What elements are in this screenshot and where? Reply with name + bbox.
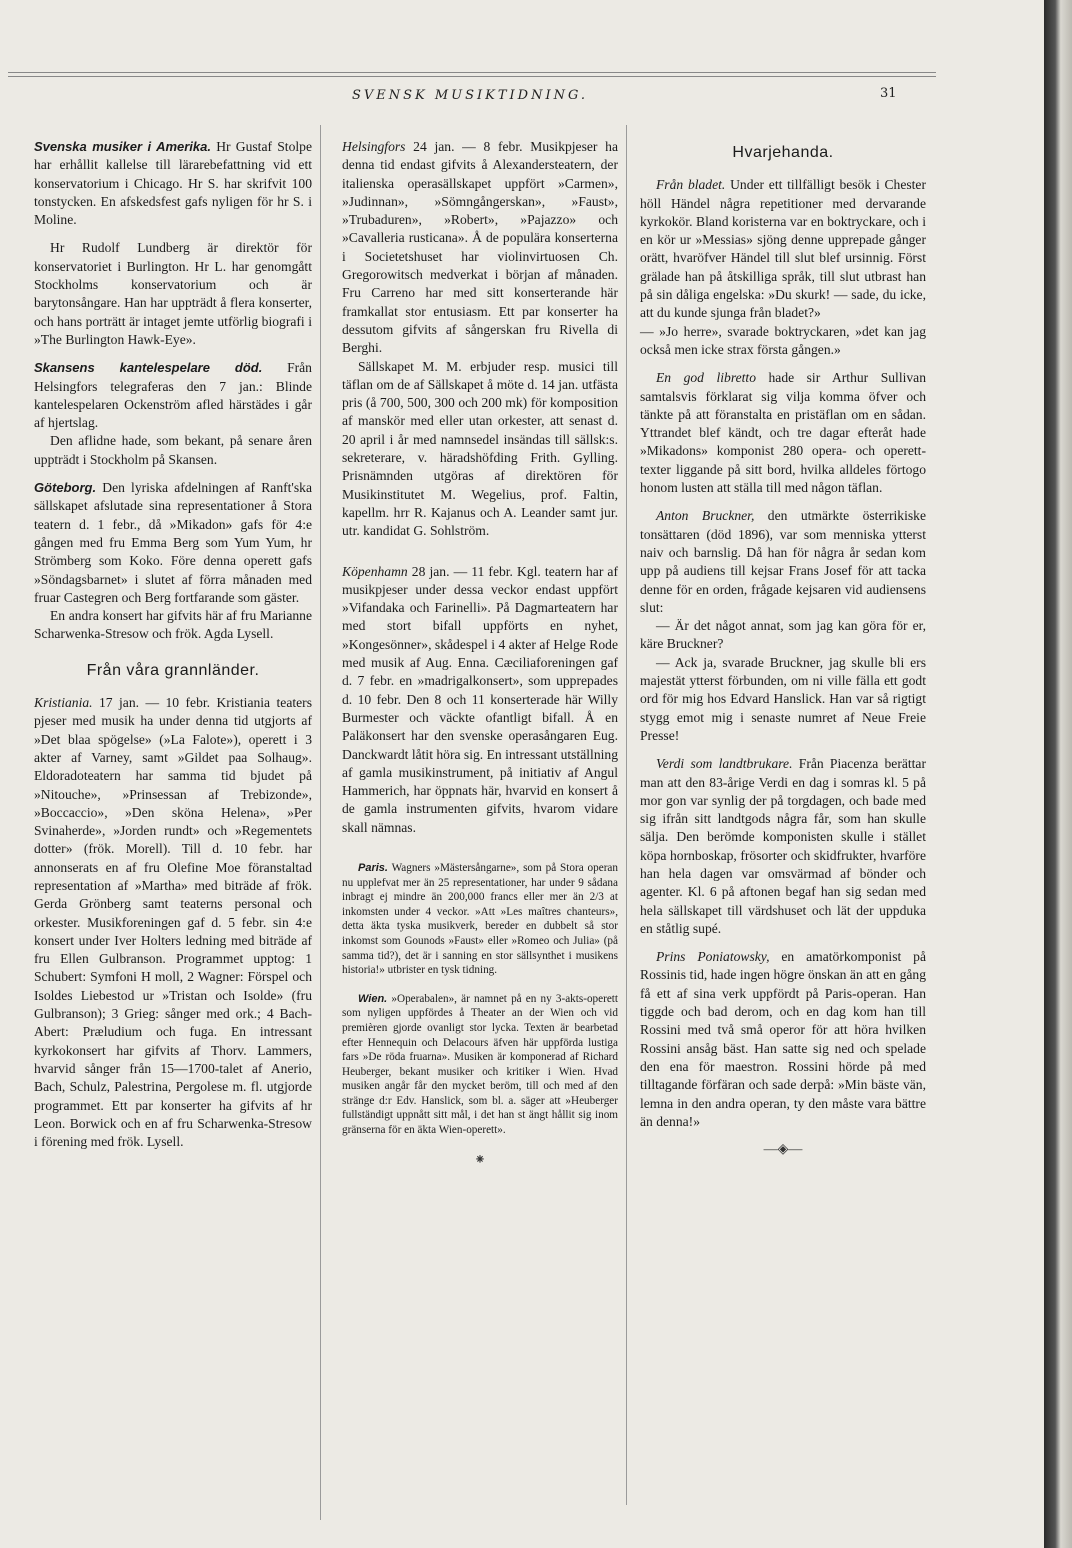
article-god-libretto — [640, 369, 926, 497]
article-lundberg: Hr Rudolf Lundberg är direktör för konservatoriet i Burlington. Hr L. har genomgått Stockholms konservatorium och är barytonsångare. Han har uppträdt å flera konserter, och hans porträtt är intaget jemte utförlig biografi i »The Burlington Hawk-Eye». — [34, 240, 312, 347]
article-body: Hr Gustaf Stolpe har erhållit kallelse till lärarebefattning vid ett konservatorium i Chicago. Hr S. har skrifvit 100 tonstycken. En afskedsfest gafs nyligen för hr S. i Moline. — [34, 139, 312, 228]
article-body: Under ett tillfälligt besök i Chester höll Händel några repetitioner med dervarande kyrkokör. Bland koristerna var en boktryckare, och i en kör ur »Messias» sjöng denne upprepade gånger orätt, hvaröfver Händel till slut blef ursinnig. Först grälade han på åtskilliga språk, till slut utbrast han på sin dåliga engelska: »Du skurk! — sade, du icke, att du kunde sjunga från bladet?» — [640, 177, 926, 321]
article-body: Wagners »Mästersångarne», som på Stora operan nu upplefvat mer än 25 representationer, har under 9 sådana inbragt ej mindre än 200,000 francs eller mer än 2/3 at inkomsten under 4 veckor. »Att »Les maîtres chanteurs», detta äkta tyska musikverk, bereder en dubbelt så stor inkomst som Gounods »Faust» eller »Romeo och Julia» (på samma tid?), det är i sanning en stor sällsynthet i musikens historia!» utbrister en tysk tidning. — [342, 861, 618, 977]
article-skansen — [34, 359, 312, 432]
column-divider-1 — [320, 125, 321, 1520]
article-kristiania — [34, 694, 312, 1151]
article-body: en amatörkomponist på Rossinis tid, hade ingen högre önskan än att en gång få ett af sina verk uppfördt på Paris-operan. Han tiggde och bad derom, och en dag kom han till Rossini med två små operor för att höra hvilken Rossini ansåg bäst. Han satte sig ned och spelade den ena för maestron. Rossini hörde på med tilltagande förfäran och sade derpå: »Min bäste vän, lemna in den andra operan, ty den måste vara bättre än denna!» — [640, 949, 926, 1129]
article-body: »Operabalen», är namnet på en ny 3-akts-operett som nyligen uppfördes å Theater an der Wien och vid premièren gjorde ovanligt stor lycka. Texten är bearbetad efter Hennequin och Delacours äfven här uppförda lustiga fars »De röda fruarna». Musiken är komponerad af Richard Heuberger, bekant musiker och kritiker i Wien. Hvad musiken angår får den mycket beröm, till och med af den stränge d:r Edv. Hanslick, som bl. a. säger att »Heuberger fullständigt uppnått sitt mål, i det han st ängt hållit sig inom gränserna för en äkta Wien-operett». — [342, 992, 618, 1137]
article-bruckner-answer: — Ack ja, svarade Bruckner, jag skulle bli ers majestät ytterst förbunden, om ni ville fälla ett godt ord för mig hos Edvard Hanslick. Han var så rigtigt stygg emot mig i senaste numret af Neue Freie Presse! — [640, 654, 926, 743]
ornament-divider: ⁕ — [474, 1152, 486, 1168]
article-svenska-musiker — [34, 138, 312, 229]
article-body: den utmärkte österrikiske tonsättaren (död 1896), var som menniska ytterst naiv och barnslig. Då han för några år sedan kom upp på audiens till kejsar Frans Josef för att tacka denne för en orden, frågade kejsaren vid audiensens slut: — [640, 508, 927, 615]
section-heading-grannlander: Från våra grannländer. — [86, 661, 260, 679]
column-right — [640, 138, 926, 1165]
book-spine — [1044, 0, 1072, 1548]
article-body: Den lyriska afdelningen af Ranft'ska sällskapet afslutade sina representationer å Stora teatern d. 1 febr., då »Mikadon» gafs för 4:e gången med fru Emma Berg som Yum Yum, hr Strömberg som Koko. Före denna operett gafs »Söndagsbarnet» i slutet af förra månaden med fruar Castegren och Berg fortfarande som gäster. — [34, 480, 312, 605]
article-sallskapet: Sällskapet M. M. erbjuder resp. musici till täflan om de af Sällskapet å möte d. 14 jan. utfästa pris (å 700, 500, 300 och 200 mk) för komposition af manskör med eller utan orkester, att senast d. 20 april i år med namnsedel insändas till sällsk:s. sekreterare, v. häradshöfding Frith. Gylling. Prisnämnden utgöras af direktören för Musikinstitutet M. Wegelius, prof. Faltin, kapellm. hrr R. Kajanus och A. Leander samt jur. utr. kandidat G. Sohlström. — [342, 358, 618, 539]
article-body: Från Piacenza berättar man att den 83-årige Verdi en dag i somras kl. 5 på mor gon var synlig der på torgdagen, och bade med sig ifrån sitt landtgods några får, som han skulle sälja. Den berömde komponisten skulle i stället köpa hornboskap, frösorter och skidfrukter, hvarföre han hela dagen var omsvärmad af bönder och agenter. Kl. 6 på aftonen begaf han sig sedan med hela sällskapet till värdshuset och lät der uppduka en ståtlig supé. — [640, 756, 926, 936]
article-goteborg — [34, 479, 312, 607]
article-fran-bladet — [640, 176, 926, 322]
column-middle — [342, 138, 618, 1176]
article-body: 17 jan. — 10 febr. Kristiania teaters pjeser med musik ha under denna tid utgjorts af »Det blaa spögelse» (»La Falote»), operett i 3 akter af Varney, samt »Gildet paa Solhaug». Eldoradoteatern har samma tid bjudet på »Nitouche», »Prinsessan af Trebizonde», »Boccaccio», »Den sköna Helena», »Per Svinaherde», »Jorden rundt» och »Regementets dotter» (frök. Morell). Till d. 10 febr. har annonserats en af fru Olefine Moe föranstaltad representation af »Martha» med biträde af frök. Gerda Grönberg samt teaterns personal och orkester. Musikforeningen gaf d. 5 febr. sin 4:e konsert under Iver Holters ledning med biträde af fru Ellen Gulbranson. Programmet upptog: 1 Schubert: Symfoni H moll, 2 Wagner: Förspel och Isoldes Liebestod ur »Tristan och Isolde» (fru Gulbranson); 3 Grieg: sånger med ork.; 4 Bach-Abert: Præludium och fuga. En intressant kyrkokonsert har gifvits af Thorv. Lammers, hvarvid sånger från 15—1700-talet af Anerio, Bach, Schulz, Palestrina, Pergolese m. fl. utgjorde programmet. Ett par konserter ha gifvits af hr Leon. Borwick och en af fru Scharwenka-Stresow i förening med frök. Lysell. — [34, 695, 312, 1150]
article-lead: Helsingfors — [342, 139, 406, 154]
article-lead: Paris. — [358, 861, 388, 874]
article-body: 24 jan. — 8 febr. Musikpjeser ha denna tid endast gifvits å Alexandersteatern, der italienska operasällskapet uppfört »Carmen», »Judinnan», »Sömngångerskan», »Faust», »Trubaduren», »Robert», »Pajazzo» och »Cavalleria rusticana». Å de populära konserterna i Societetshuset har violinvirtuosen Ch. Gregorowitsch medverkat i början af månaden. Fru Carreno har med sitt konserterande här framkallat stor entusiasm. Ett par konserter ha dessutom gifvits af sångerskan fru Rivella di Berghi. — [342, 139, 618, 356]
header-rule — [8, 72, 936, 77]
article-body: Från Helsingfors telegraferas den 7 jan.: Blinde kantelespelaren Ockenström afled härstädes i går af hjertslag. — [34, 360, 312, 431]
ornament-divider: —◈— — [763, 1142, 803, 1158]
article-lead: Wien. — [358, 992, 388, 1005]
article-lead: Svenska musiker i Amerika. — [34, 139, 211, 154]
article-lead: En god libretto — [656, 370, 756, 386]
article-fran-bladet-cont: — »Jo herre», svarade boktryckaren, »det kan jag också men icke strax första gången.» — [640, 323, 926, 357]
article-lead: Prins Poniatowsky, — [656, 949, 770, 965]
column-divider-2 — [626, 125, 627, 1505]
article-verdi — [640, 755, 926, 938]
article-poniatowsky — [640, 948, 926, 1131]
running-title: SVENSK MUSIKTIDNING. — [351, 88, 589, 103]
article-lead: Köpenhamn — [342, 563, 408, 579]
article-lead: Göteborg. — [34, 480, 97, 496]
article-skansen-cont: Den aflidne hade, som bekant, på senare åren uppträdt i Stockholm på Skansen. — [34, 433, 312, 467]
article-bruckner — [640, 507, 926, 617]
article-paris — [342, 861, 618, 978]
article-lead: Kristiania. — [34, 695, 93, 711]
article-helsingfors — [342, 138, 618, 358]
article-body: hade sir Arthur Sullivan samtalsvis förklarat sig vilja komma öfver och tänkte på att föranstalta en pristäflan om en sådan. Yttrandet blef kändt, och tre dagar efteråt hade »Mikadons» komponist 280 opera- och operett-texter liggande på sitt bord, hvilka alldeles förtogo honom lusten att ställa till med någon täflan. — [640, 370, 927, 496]
column-left — [34, 138, 312, 1161]
article-body: 28 jan. — 11 febr. Kgl. teatern har af musikpjeser under dessa veckor endast uppfört »Vifandaka och Farinelli». På Dagmarteatern har med stort bifall uppförts en nyhet, »Kongesönner», skådespel i 4 akter af Helge Rode med musik af Aug. Enna. Cæciliaforeningen gaf d. 7 febr. en »madrigalkonsert», som upprepades d. 10 febr. Den 8 och 11 konserterade här Willy Burmester och väckte ofantligt bifall. Å en Paläkonsert har den svenske operasångaren Eug. Danckwardt låtit höra sig. En intressant utställning af gamla musikinstrument, på initiativ af Angul Hammerich, har öppnats här, hvarvid en konsert å de gamla instrumenten gifvits, hvarom vidare skall nämnas. — [342, 563, 618, 835]
article-bruckner-question: — Är det något annat, som jag kan göra för er, käre Bruckner? — [640, 618, 926, 652]
article-lead: Anton Bruckner, — [656, 508, 755, 524]
section-heading-hvarjehanda: Hvarjehanda. — [732, 144, 834, 161]
article-lead: Från bladet. — [656, 177, 726, 193]
article-lead: Verdi som landtbrukare. — [656, 756, 793, 772]
article-kopenhamn — [342, 563, 618, 837]
article-goteborg-cont: En andra konsert har gifvits här af fru Marianne Scharwenka-Stresow och frök. Agda Lysell. — [34, 608, 312, 642]
article-wien — [342, 992, 618, 1138]
article-lead: Skansens kantelespelare död. — [34, 360, 263, 376]
page-number: 31 — [880, 86, 897, 101]
